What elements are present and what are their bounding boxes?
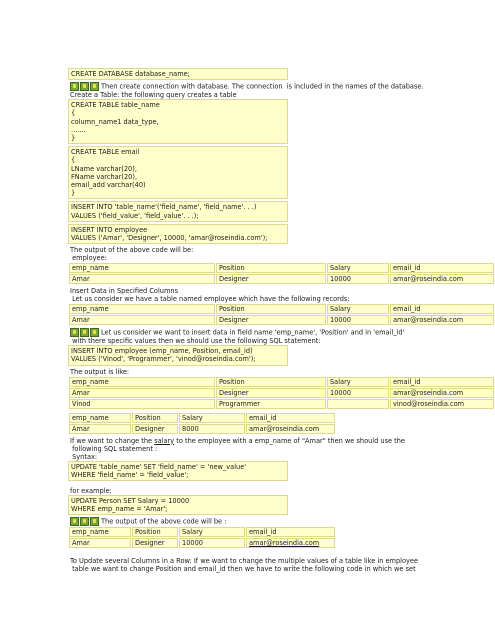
table-row [69, 538, 335, 548]
header-cell: Position [132, 413, 178, 423]
table-cell: amar@roseindia.com [246, 424, 335, 434]
output-label-2: The output is like: [70, 367, 130, 376]
code-create-email: CREATE TABLE email { LName varchar(20), FName varchar(20), email_add varchar(40) } [68, 146, 288, 199]
table-cell: vinod@roseindia.com [390, 399, 494, 409]
header-cell: emp_name [69, 527, 131, 537]
smiley-icon [90, 517, 99, 526]
header-cell: Position [216, 263, 326, 273]
header-cell: emp_name [69, 263, 215, 273]
header-cell: Position [132, 527, 178, 537]
output-label-1: The output of the above code will be: employee: [70, 246, 194, 263]
smiley-icon [90, 82, 99, 91]
code-create-database: CREATE DATABASE database_name; [68, 68, 288, 80]
table-row [69, 388, 494, 398]
smiley-icon [80, 328, 89, 337]
table-header-row [69, 304, 494, 314]
icon-group-2 [70, 328, 100, 337]
table-header-row [69, 527, 335, 537]
header-cell: Salary [327, 304, 389, 314]
header-cell: Salary [179, 527, 245, 537]
header-cell: emp_name [69, 413, 131, 423]
header-cell: emp_name [69, 377, 215, 387]
create-table-intro: Create a Table: the following query creates a table [70, 91, 237, 100]
header-cell: email_id [246, 413, 335, 423]
table-employee-1 [68, 262, 495, 285]
code-insert-employee: INSERT INTO employee VALUES ('Amar', 'Designer', 10000, 'amar@roseindia.com'); [68, 224, 288, 244]
table-employee-5 [68, 526, 336, 549]
code-create-table: CREATE TABLE table_name { column_name1 data_type, ....... } [68, 99, 288, 144]
table-cell: Amar [69, 538, 131, 548]
table-row [69, 274, 494, 284]
table-cell: 10000 [327, 274, 389, 284]
table-header-row [69, 413, 335, 423]
icon-group-1 [70, 82, 100, 91]
smiley-icon [70, 82, 79, 91]
table-cell: Designer [216, 274, 326, 284]
table-cell: Amar [69, 388, 215, 398]
table-cell: Amar [69, 274, 215, 284]
table-cell: Vinod [69, 399, 215, 409]
update-intro-post: to the employee with a emp_name of "Amar" then we should use the following SQL statement : Syntax: [72, 436, 405, 461]
table-row [69, 315, 494, 325]
header-cell: Position [216, 377, 326, 387]
table-cell [327, 399, 389, 409]
table-cell: amar@roseindia.com [390, 274, 494, 284]
table-header-row [69, 377, 494, 387]
footer-paragraph: To Update several Columns in a Row: If we want to change the multiple values of a table like in employee table we want to change Position and email_id then we have to write the following code in which we set [70, 557, 419, 574]
table-cell: 10000 [327, 315, 389, 325]
smiley-icon [80, 82, 89, 91]
code-insert-specified: INSERT INTO employee (emp_name, Position, email_id) VALUES ('Vinod', 'Programmer', 'vinod@roseindia.com'); [68, 345, 288, 365]
table-cell: Designer [132, 424, 178, 434]
update-intro [68, 437, 493, 461]
header-cell: email_id [246, 527, 335, 537]
connection-note-text: Then create connection with database. The connection is included in the names of the database. [101, 82, 424, 91]
table-employee-3 [68, 376, 495, 410]
table-cell: Programmer [216, 399, 326, 409]
table-cell: 8000 [179, 424, 245, 434]
salary-link[interactable]: salary [154, 436, 175, 445]
table-cell: 10000 [327, 388, 389, 398]
table-cell: amar@roseindia.com [390, 388, 494, 398]
smiley-icon [70, 517, 79, 526]
table-cell-email-link[interactable]: amar@roseindia.com [246, 538, 335, 548]
insert-specified-note [68, 328, 493, 345]
header-cell: email_id [390, 377, 494, 387]
header-cell: Salary [327, 263, 389, 273]
code-insert: INSERT INTO 'table_name'('field_name', 'field_name'. . .) VALUES ('field_value', 'field_value'. . .); [68, 201, 288, 221]
table-cell: Designer [132, 538, 178, 548]
table-employee-2 [68, 303, 495, 326]
table-cell: Designer [216, 388, 326, 398]
header-cell: Salary [179, 413, 245, 423]
table-cell: Designer [216, 315, 326, 325]
icon-group-3 [70, 517, 100, 526]
insert-specified-note-text: Let us consider we want to insert data in field name 'emp_name', 'Position' and in 'email_id' with there specific values then we should use the following SQL statement: [72, 328, 405, 346]
header-cell: emp_name [69, 304, 215, 314]
smiley-icon [80, 517, 89, 526]
code-update-syntax: UPDATE 'table_name' SET 'field_name' = 'new_value' WHERE 'field_name' = 'field_value'; [68, 461, 288, 481]
header-cell: Salary [327, 377, 389, 387]
connection-note [68, 82, 493, 91]
smiley-icon [90, 328, 99, 337]
header-cell: email_id [390, 304, 494, 314]
document-page [68, 66, 493, 573]
update-intro-pre: If we want to change the [70, 436, 155, 445]
for-example-label: for example: [70, 487, 112, 496]
output-label-3 [68, 517, 493, 526]
table-cell: amar@roseindia.com [390, 315, 494, 325]
output-label-3-text: The output of the above code will be : [101, 517, 227, 526]
table-header-row [69, 263, 494, 273]
header-cell: email_id [390, 263, 494, 273]
smiley-icon [70, 328, 79, 337]
table-row [69, 424, 335, 434]
table-employee-4 [68, 412, 336, 435]
table-cell: Amar [69, 424, 131, 434]
table-cell: Amar [69, 315, 215, 325]
table-cell: 10000 [179, 538, 245, 548]
code-update-example: UPDATE Person SET Salary = 10000 WHERE emp_name = 'Amar'; [68, 495, 288, 515]
header-cell: Position [216, 304, 326, 314]
table-row [69, 399, 494, 409]
insert-specified-intro: Insert Data in Specified Columns Let us consider we have a table named employee which have the following records: [70, 287, 350, 304]
